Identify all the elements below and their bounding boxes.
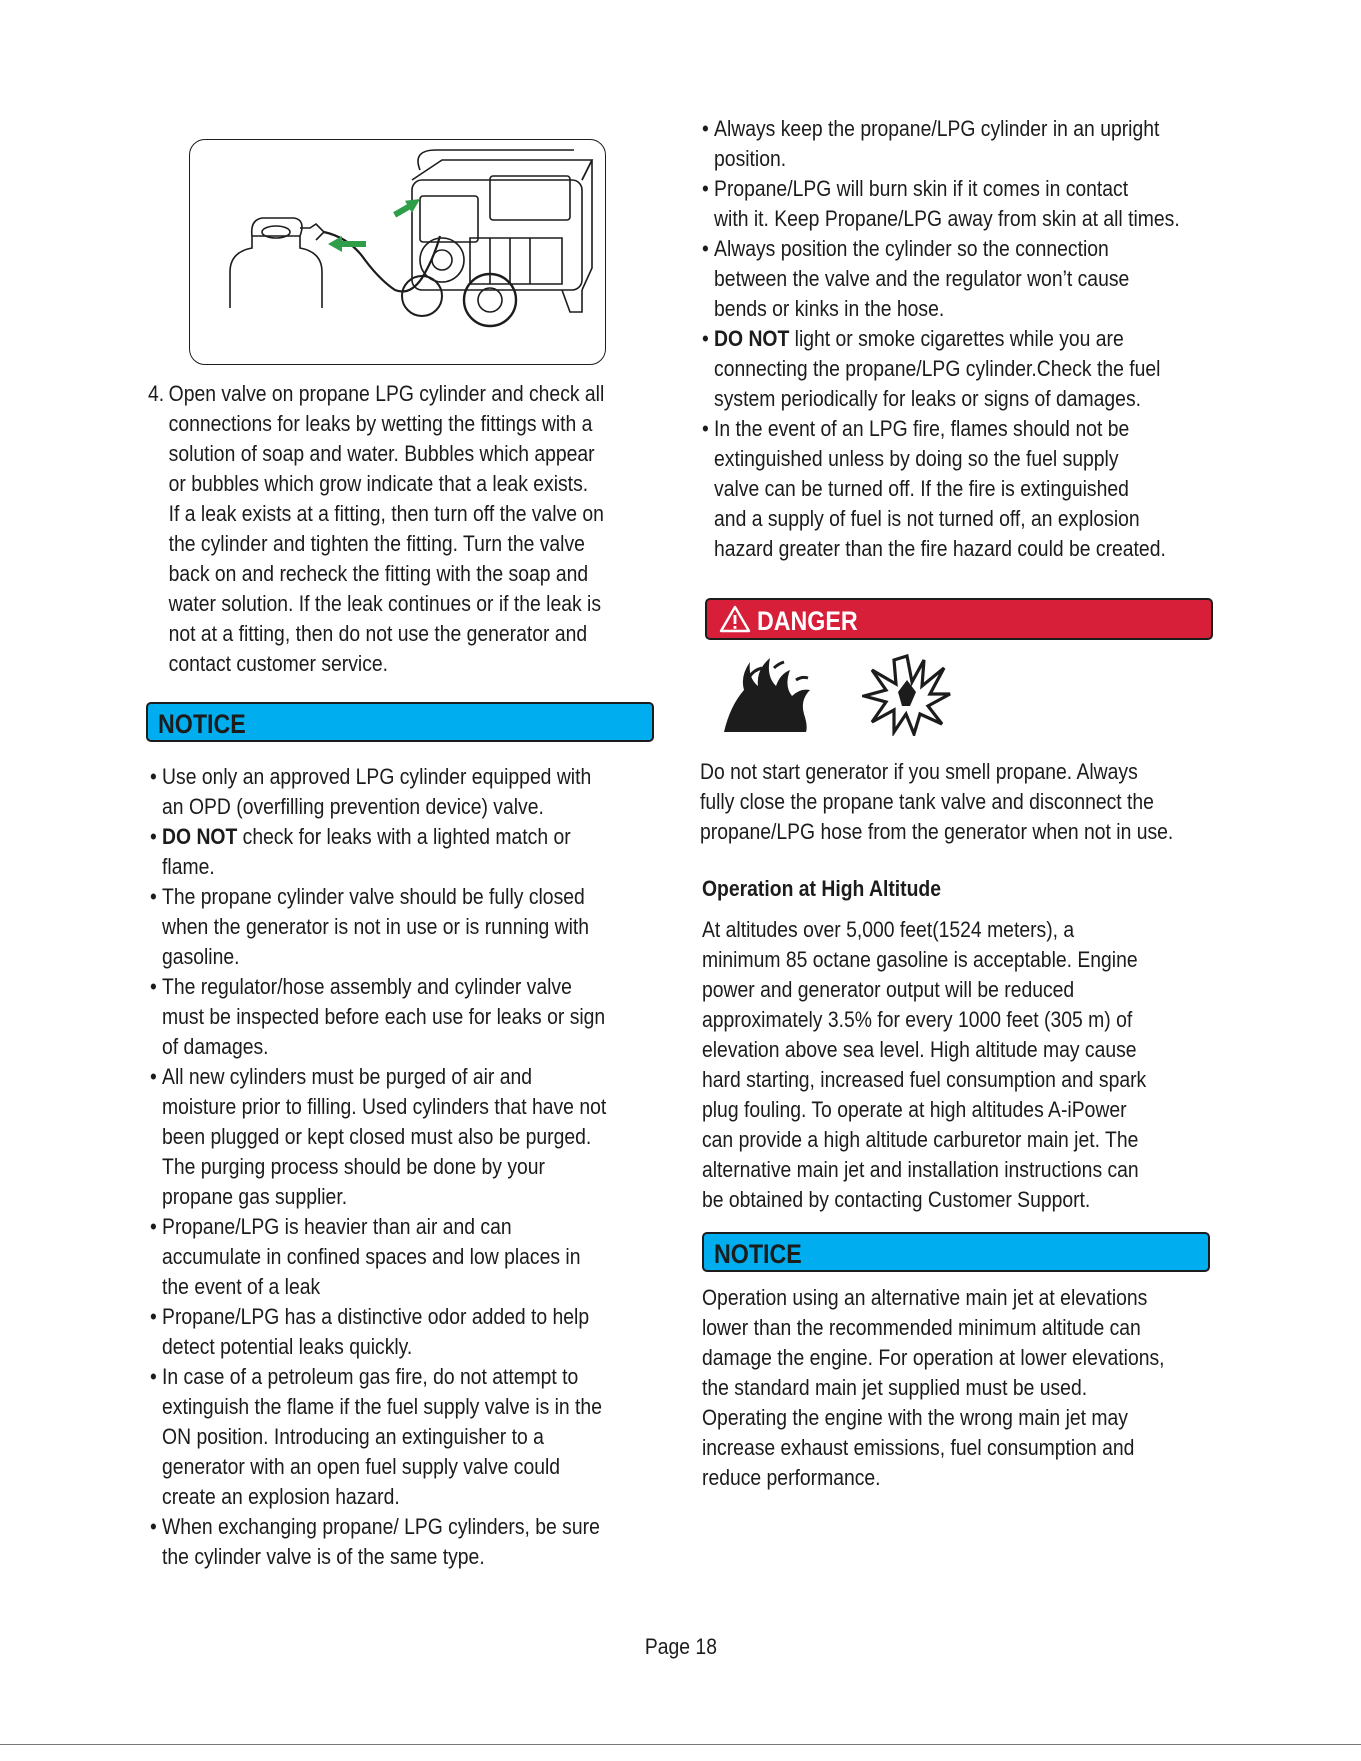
notice-label: NOTICE [158, 709, 246, 739]
step-line: connections for leaks by wetting the fittings with a [168, 411, 593, 436]
step-line: not at a fitting, then do not use the generator and [168, 621, 588, 646]
bullet-item: • Use only an approved LPG cylinder equipped with an OPD (overfilling prevention device) valve. [150, 764, 592, 819]
fire-icon [720, 656, 815, 736]
notice-bullet-list-left [150, 762, 606, 1572]
step-line: solution of soap and water. Bubbles which appear [168, 441, 595, 466]
danger-banner [705, 598, 1213, 640]
bullet-item: • All new cylinders must be purged of air and moisture prior to filling. Used cylinders that have not been plugged or kept closed must also be purged. The purging process should be done by your propane gas supplier. [150, 1064, 607, 1209]
do-not-emphasis: DO NOT [162, 824, 238, 849]
section-heading-altitude: Operation at High Altitude [702, 876, 942, 901]
arrow-to-cylinder-icon [328, 236, 366, 252]
step-line: Open valve on propane LPG cylinder and check all [168, 381, 605, 406]
notice-banner-right [702, 1232, 1210, 1272]
bullet-item: • The regulator/hose assembly and cylinder valve must be inspected before each use for leaks or sign of damages. [150, 974, 606, 1059]
step-line: back on and recheck the fitting with the soap and [168, 561, 589, 586]
bullet-item: • DO NOT light or smoke cigarettes while you are connecting the propane/LPG cylinder.Check the fuel system periodically for leaks or signs of damages. [702, 326, 1161, 411]
step-line: or bubbles which grow indicate that a leak exists. [168, 471, 589, 496]
bullet-item: • When exchanging propane/ LPG cylinders, be sure the cylinder valve is of the same type. [150, 1514, 600, 1569]
step-line: If a leak exists at a fitting, then turn off the valve on [168, 501, 604, 526]
step-line: contact customer service. [168, 651, 389, 676]
step-number: 4. [148, 381, 165, 406]
step-4 [148, 379, 604, 679]
step-line: water solution. If the leak continues or if the leak is [168, 591, 602, 616]
propane-cylinder-icon [230, 236, 322, 308]
bullet-item: • In the event of an LPG fire, flames should not be extinguished unless by doing so the fuel supply valve can be turned off. If the fire is extinguished and a supply of fuel is not turned off, an explosion hazard greater than the fire hazard could be created. [702, 416, 1166, 561]
generator-icon [402, 160, 592, 326]
lpg-connection-illustration [190, 140, 607, 366]
bullet-item: • Propane/LPG has a distinctive odor added to help detect potential leaks quickly. [150, 1304, 590, 1359]
explosion-icon [862, 654, 952, 736]
notice-banner-left [146, 702, 654, 742]
bullet-item: • In case of a petroleum gas fire, do not attempt to extinguish the flame if the fuel supply valve is in the ON position. Introducing an extinguisher to a generator with an open fuel supply valve could create an explosion hazard. [150, 1364, 602, 1509]
danger-label: DANGER [757, 606, 858, 636]
bullet-item: • The propane cylinder valve should be fully closed when the generator is not in use or is running with gasoline. [150, 884, 590, 969]
notice-right-text: Operation using an alternative main jet at elevations lower than the recommended minimum altitude can damage the engine. For operation at lower elevations, the standard main jet supplied must be used. Operating the engine with the wrong main jet may increase exhaust emissions, fuel consumption and reduce performance. [702, 1285, 1165, 1490]
bullet-item: • Always keep the propane/LPG cylinder in an upright position. [702, 116, 1160, 171]
page-number: Page 18 [644, 1634, 717, 1659]
bullet-item: • DO NOT check for leaks with a lighted match or flame. [150, 824, 571, 879]
bullet-item: • Always position the cylinder so the connection between the valve and the regulator won’t cause bends or kinks in the hose. [702, 236, 1130, 321]
bullet-list-right [702, 114, 1180, 564]
notice-label: NOTICE [714, 1239, 802, 1269]
do-not-emphasis: DO NOT [714, 326, 790, 351]
figure-frame [189, 139, 606, 365]
arrow-to-generator-icon [391, 194, 424, 221]
bottom-divider [0, 1744, 1361, 1745]
altitude-text: At altitudes over 5,000 feet(1524 meters), a minimum 85 octane gasoline is acceptable. Engine power and generator output will be reduced approximately 3.5% for every 1000 feet (305 m) of elevation above sea level. High altitude may cause hard starting, increased fuel consumption and spark plug fouling. To operate at high altitudes A-iPower can provide a high altitude carburetor main jet. The alternative main jet and installation instructions can be obtained by contacting Customer Support. [702, 917, 1147, 1212]
bullet-item: • Propane/LPG is heavier than air and can accumulate in confined spaces and low places in the event of a leak [150, 1214, 581, 1299]
bullet-item: • Propane/LPG will burn skin if it comes in contact with it. Keep Propane/LPG away from skin at all times. [702, 176, 1180, 231]
warning-triangle-icon [719, 605, 751, 633]
danger-text: Do not start generator if you smell propane. Always fully close the propane tank valve and disconnect the propane/LPG hose from the generator when not in use. [700, 759, 1174, 844]
step-line: the cylinder and tighten the fitting. Turn the valve [168, 531, 585, 556]
